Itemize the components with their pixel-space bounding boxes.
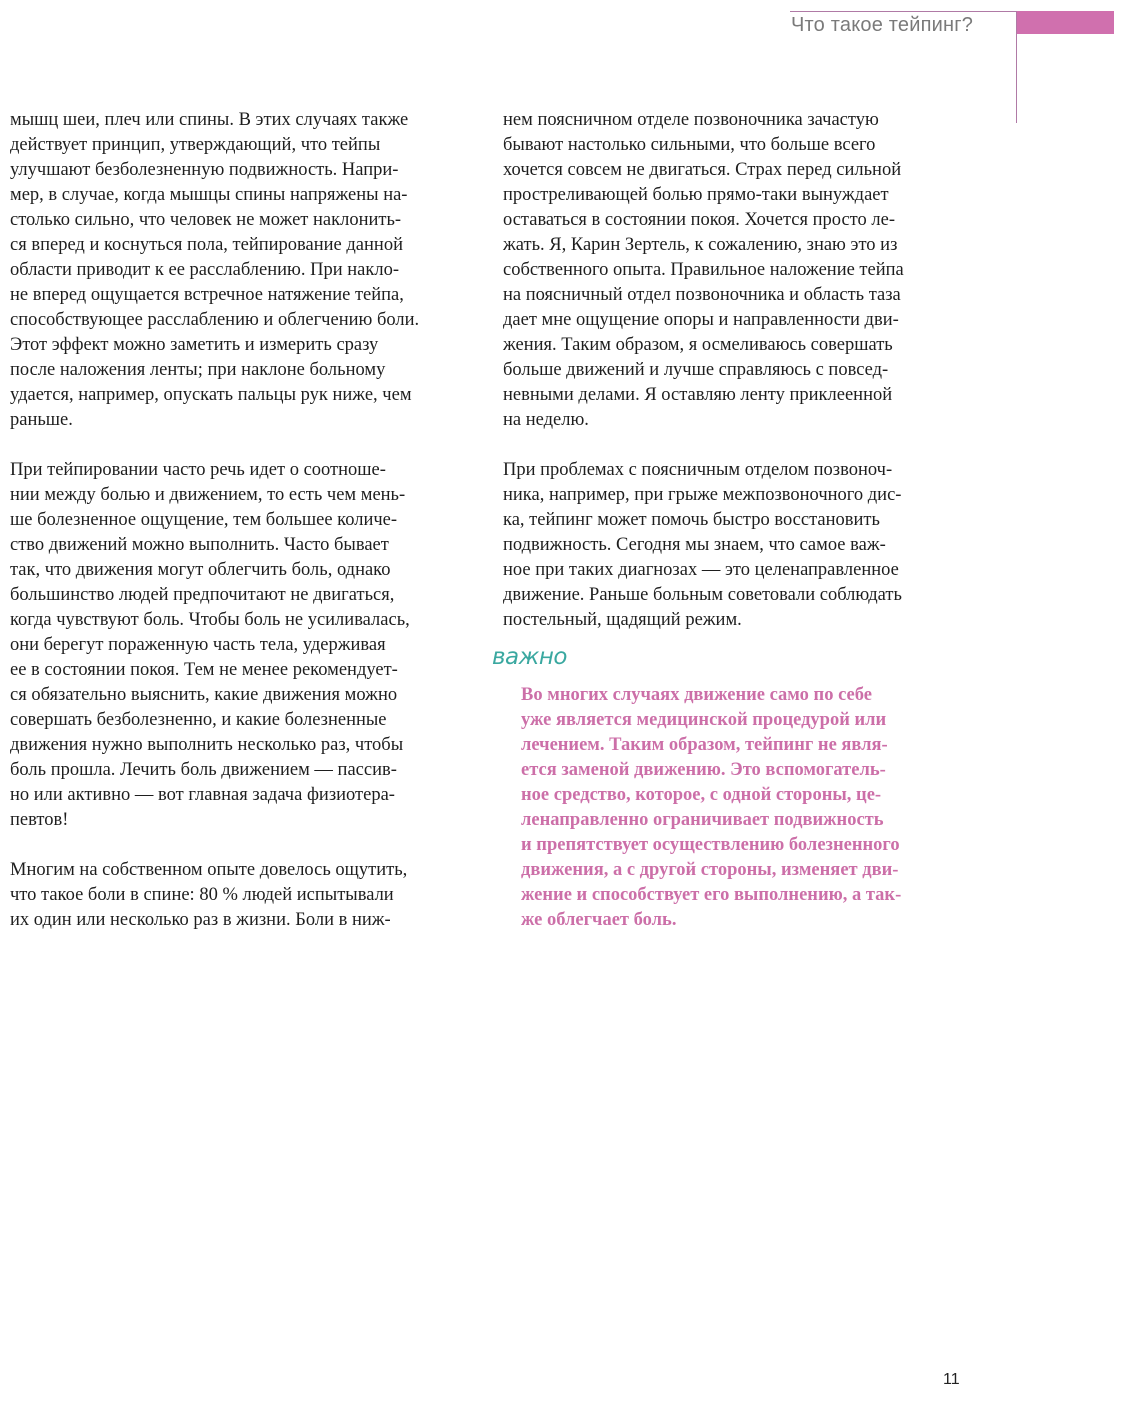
text-line: движение. Раньше больным советовали соблюдать: [503, 585, 902, 605]
text-line: Этот эффект можно заметить и измерить сразу: [10, 335, 379, 355]
paragraph: [503, 458, 904, 633]
text-line: столько сильно, что человек не может наклонить-: [10, 210, 402, 230]
text-line: раньше.: [10, 410, 73, 430]
header-accent-bar: [1017, 11, 1114, 34]
text-line: простреливающей болью прямо-таки вынуждает: [503, 185, 889, 205]
header-vertical-rule: [1016, 11, 1017, 123]
text-line: так, что движения могут облегчить боль, однако: [10, 560, 391, 580]
note-line: лечением. Таким образом, тейпинг не явля-: [521, 735, 888, 755]
text-line: их один или несколько раз в жизни. Боли в ниж-: [10, 910, 391, 930]
text-line: области приводит к ее расслаблению. При накло-: [10, 260, 399, 280]
text-line: невными делами. Я оставляю ленту приклеенной: [503, 385, 893, 405]
note-line: движения, а с другой стороны, изменяет дви-: [521, 860, 899, 880]
text-line: совершать безболезненно, и какие болезненные: [10, 710, 387, 730]
text-line: боль прошла. Лечить боль движением — пассив-: [10, 760, 397, 780]
text-line: дает мне ощущение опоры и направленности дви-: [503, 310, 899, 330]
text-line: большинство людей предпочитают не двигаться,: [10, 585, 395, 605]
text-line: певтов!: [10, 810, 69, 830]
text-line: на поясничный отдел позвоночника и область таза: [503, 285, 901, 305]
text-line: собственного опыта. Правильное наложение тейпа: [503, 260, 904, 280]
note-line: же облегчает боль.: [521, 910, 677, 930]
text-line: При тейпировании часто речь идет о соотноше-: [10, 460, 386, 480]
header-rule: [790, 11, 1017, 12]
text-line: Многим на собственном опыте довелось ощутить,: [10, 860, 408, 880]
text-line: когда чувствуют боль. Чтобы боль не усиливалась,: [10, 610, 410, 630]
text-line: ника, например, при грыже межпозвоночного дис-: [503, 485, 902, 505]
text-line: нем поясничном отделе позвоночника зачастую: [503, 110, 879, 130]
text-line: ся вперед и коснуться пола, тейпирование данной: [10, 235, 403, 255]
note-line: ное средство, которое, с одной стороны, це-: [521, 785, 882, 805]
left-column: [10, 108, 419, 958]
important-label: важно: [492, 644, 567, 670]
text-line: ее в состоянии покоя. Тем не менее рекомендует-: [10, 660, 398, 680]
page-number: 11: [943, 1371, 960, 1388]
text-line: движения нужно выполнить несколько раз, чтобы: [10, 735, 404, 755]
text-line: мер, в случае, когда мышцы спины напряжены на-: [10, 185, 408, 205]
text-line: постельный, щадящий режим.: [503, 610, 742, 630]
text-line: улучшают безболезненную подвижность. Напри-: [10, 160, 399, 180]
text-line: бывают настолько сильными, что больше всего: [503, 135, 876, 155]
text-line: ка, тейпинг может помочь быстро восстановить: [503, 510, 880, 530]
important-note: [521, 683, 901, 933]
note-line: Во многих случаях движение само по себе: [521, 685, 872, 705]
text-line: больше движений и лучше справляюсь с повсед-: [503, 360, 889, 380]
paragraph: [503, 108, 904, 433]
text-line: они берегут пораженную часть тела, удерживая: [10, 635, 386, 655]
text-line: ство движений можно выполнить. Часто бывает: [10, 535, 389, 555]
text-line: оставаться в состоянии покоя. Хочется просто ле-: [503, 210, 895, 230]
text-line: ше болезненное ощущение, тем большее количе-: [10, 510, 398, 530]
note-line: и препятствует осуществлению болезненного: [521, 835, 900, 855]
note-line: уже является медицинской процедурой или: [521, 710, 887, 730]
note-line: жение и способствует его выполнению, а так-: [521, 885, 902, 905]
running-header-title: Что такое тейпинг?: [791, 14, 974, 36]
text-line: не вперед ощущается встречное натяжение тейпа,: [10, 285, 404, 305]
text-line: жать. Я, Карин Зертель, к сожалению, знаю это из: [503, 235, 898, 255]
text-line: ное при таких диагнозах — это целенаправленное: [503, 560, 899, 580]
text-line: нии между болью и движением, то есть чем мень-: [10, 485, 406, 505]
paragraph: [10, 858, 419, 933]
text-line: после наложения ленты; при наклоне больному: [10, 360, 386, 380]
text-line: хочется совсем не двигаться. Страх перед сильной: [503, 160, 902, 180]
note-line: ется заменой движению. Это вспомогатель-: [521, 760, 886, 780]
text-line: на неделю.: [503, 410, 589, 430]
text-line: подвижность. Сегодня мы знаем, что самое важ-: [503, 535, 886, 555]
text-line: но или активно — вот главная задача физиотера-: [10, 785, 395, 805]
text-line: ся обязательно выяснить, какие движения можно: [10, 685, 398, 705]
text-line: жения. Таким образом, я осмеливаюсь совершать: [503, 335, 893, 355]
text-line: способствующее расслаблению и облегчению боли.: [10, 310, 420, 330]
text-line: что такое боли в спине: 80 % людей испытывали: [10, 885, 394, 905]
right-column: [503, 108, 904, 658]
text-line: действует принцип, утверждающий, что тейпы: [10, 135, 381, 155]
text-line: При проблемах с поясничным отделом позвоноч-: [503, 460, 893, 480]
paragraph: [10, 458, 419, 833]
text-line: удается, например, опускать пальцы рук ниже, чем: [10, 385, 412, 405]
note-line: ленаправленно ограничивает подвижность: [521, 810, 884, 830]
text-line: мышц шеи, плеч или спины. В этих случаях также: [10, 110, 409, 130]
paragraph: [10, 108, 419, 433]
